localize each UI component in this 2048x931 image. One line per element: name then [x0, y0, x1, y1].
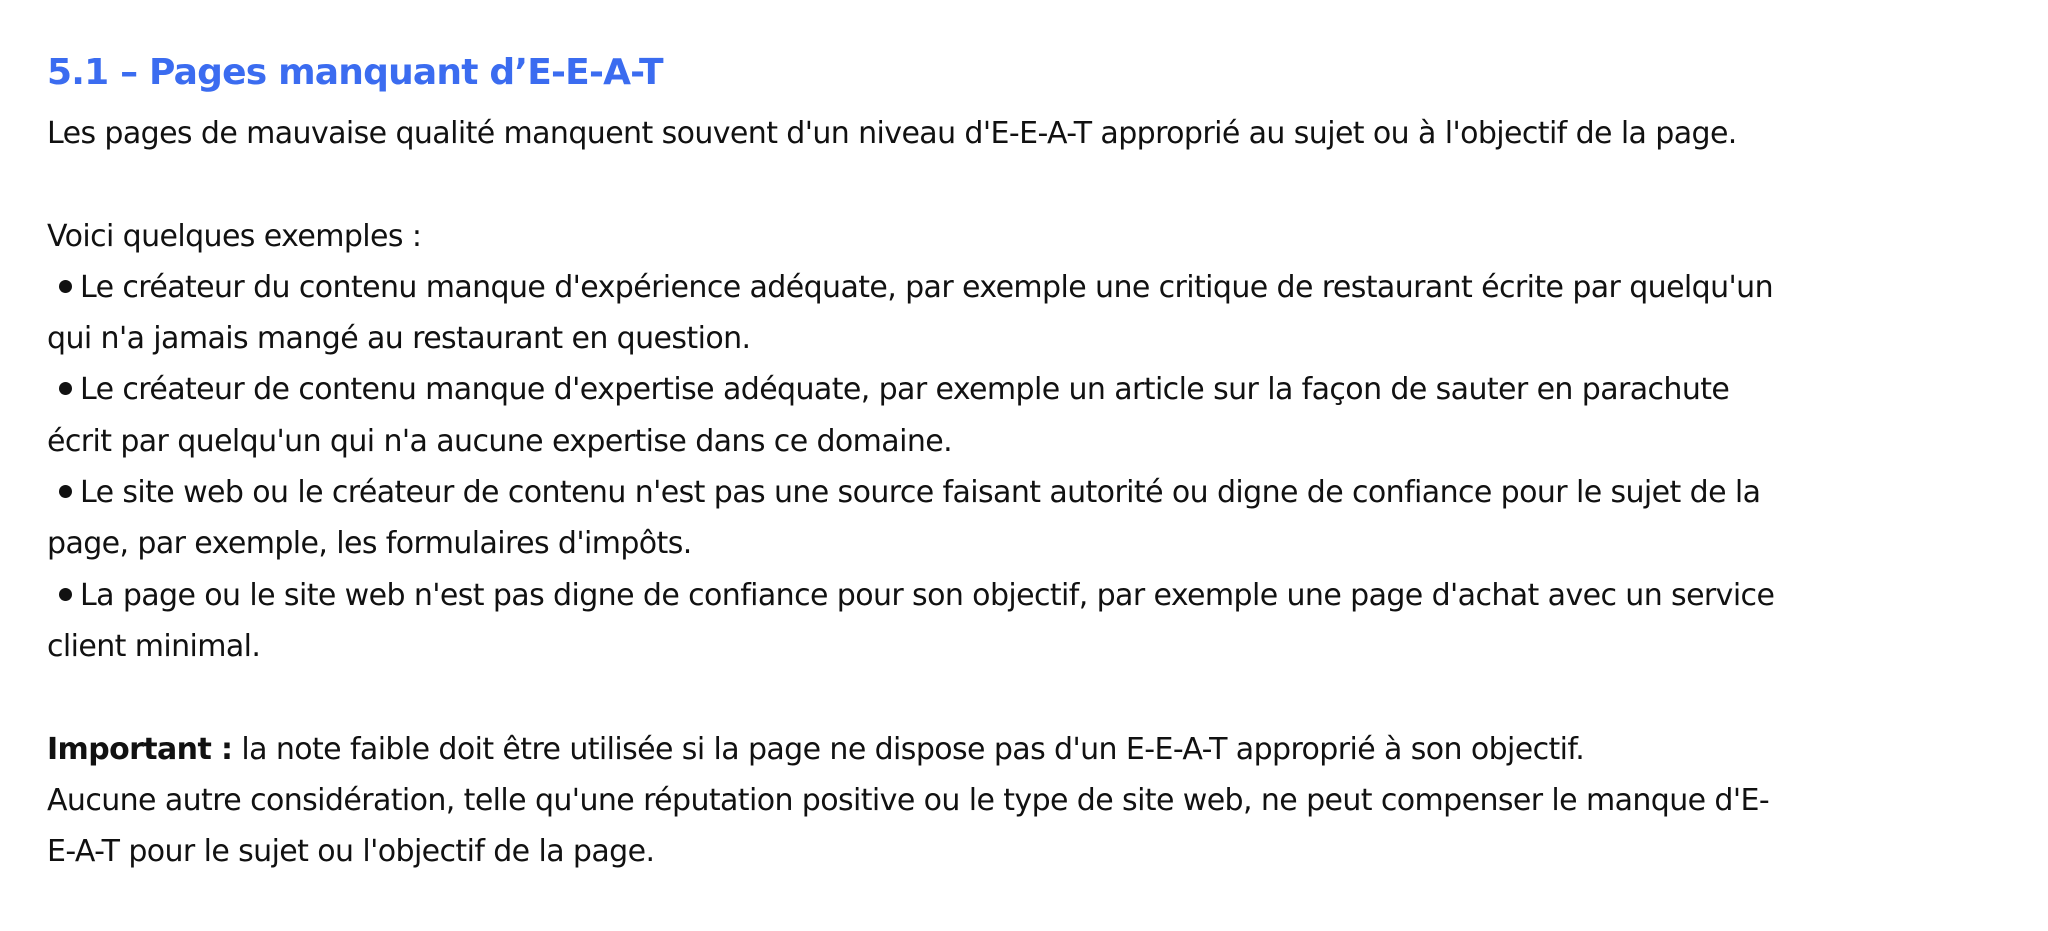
bullet-icon	[59, 485, 72, 498]
example-item-continuation: page, par exemple, les formulaires d'impôts.	[47, 526, 692, 562]
example-item-text: La page ou le site web n'est pas digne de confiance pour son objectif, par exemple une page d'achat avec un service	[80, 577, 1775, 613]
spacer	[47, 159, 2037, 210]
example-item-continuation: écrit par quelqu'un qui n'a aucune expertise dans ce domaine.	[47, 423, 953, 459]
important-text-line2: Aucune autre considération, telle qu'une réputation positive ou le type de site web, ne peut compenser le manque d'E-	[47, 782, 1770, 818]
important-label: Important :	[47, 731, 233, 767]
example-item-text: Le créateur du contenu manque d'expérience adéquate, par exemple une critique de restaurant écrite par quelqu'un	[80, 269, 1774, 305]
examples-block	[47, 211, 2037, 673]
intro-text: Les pages de mauvaise qualité manquent souvent d'un niveau d'E-E-A-T approprié au sujet ou à l'objectif de la page.	[47, 116, 1737, 151]
example-item-text: Le site web ou le créateur de contenu n'est pas une source faisant autorité ou digne de confiance pour le sujet de la	[80, 475, 1761, 511]
example-list-item	[47, 467, 2037, 570]
example-list-item	[47, 364, 2037, 467]
bullet-icon	[59, 382, 72, 395]
bullet-icon	[59, 280, 72, 293]
important-note	[47, 724, 2037, 878]
example-item-text: Le créateur de contenu manque d'expertise adéquate, par exemple un article sur la façon de sauter en parachute	[80, 372, 1730, 408]
important-text-line3: E-A-T pour le sujet ou l'objectif de la page.	[47, 834, 655, 870]
important-text: la note faible doit être utilisée si la page ne dispose pas d'un E-E-A-T approprié à son objectif.	[232, 731, 1585, 767]
section-heading: 5.1 – Pages manquant d’E-E-A-T	[47, 52, 663, 93]
examples-label: Voici quelques exemples :	[47, 218, 422, 254]
example-item-continuation: client minimal.	[47, 628, 261, 664]
intro-paragraph	[47, 108, 2037, 159]
spacer	[47, 672, 2037, 723]
example-item-continuation: qui n'a jamais mangé au restaurant en question.	[47, 321, 751, 357]
example-list-item	[47, 570, 2037, 673]
document-body	[47, 46, 2037, 877]
bullet-icon	[59, 588, 72, 601]
example-list-item	[47, 262, 2037, 365]
